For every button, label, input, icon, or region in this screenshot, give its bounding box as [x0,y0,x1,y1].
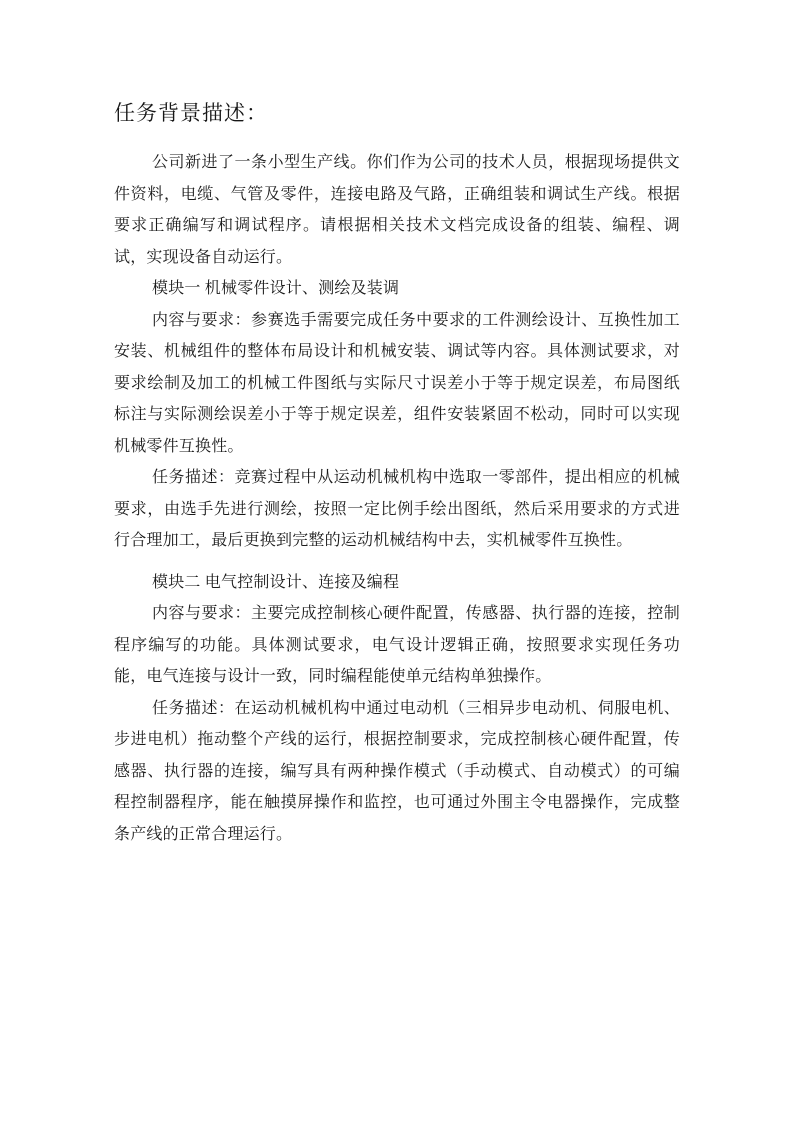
paragraph-task-background: 公司新进了一条小型生产线。你们作为公司的技术人员，根据现场提供文件资料，电缆、气管及零件，连接电路及气路，正确组装和调试生产线。根据要求正确编写和调试程序。请根据相关技术文档完成设备的组装、编程、调试，实现设备自动运行。 [114,154,680,266]
paragraph-module-1-content-requirements: 内容与要求：参赛选手需要完成任务中要求的工件测绘设计、互换性加工安装、机械组件的整体布局设计和机械安装、调试等内容。具体测试要求，对要求绘制及加工的机械工件图纸与实际尺寸误差小于等于规定误差，布局图纸标注与实际测绘误差小于等于规定误差，组件安装紧固不松动，同时可以实现机械零件互换性。 [114,311,680,455]
paragraph-module-1-task-description: 任务描述：竞赛过程中从运动机械机构中选取一零部件，提出相应的机械要求，由选手先进行测绘，按照一定比例手绘出图纸，然后采用要求的方式进行合理加工，最后更换到完整的运动机械结构中去，实机械零件互换性。 [114,469,680,549]
section-heading-module-1: 模块一 机械零件设计、测绘及装调 [152,280,400,297]
section-heading-module-2: 模块二 电气控制设计、连接及编程 [152,573,400,591]
paragraph-module-2-content-requirements: 内容与要求：主要完成控制核心硬件配置，传感器、执行器的连接，控制程序编写的功能。具体测试要求，电气设计逻辑正确，按照要求实现任务功能，电气连接与设计一致，同时编程能使单元结构单独操作。 [114,605,680,685]
document-title: 任务背景描述： [114,101,268,125]
paragraph-module-2-task-description: 任务描述：在运动机械机构中通过电动机（三相异步电动机、伺服电机、步进电机）拖动整个产线的运行，根据控制要求，完成控制核心硬件配置，传感器、执行器的连接，编写具有两种操作模式（手动模式、自动模式）的可编程控制器程序，能在触摸屏操作和监控，也可通过外围主令电器操作，完成整条产线的正常合理运行。 [114,699,680,843]
